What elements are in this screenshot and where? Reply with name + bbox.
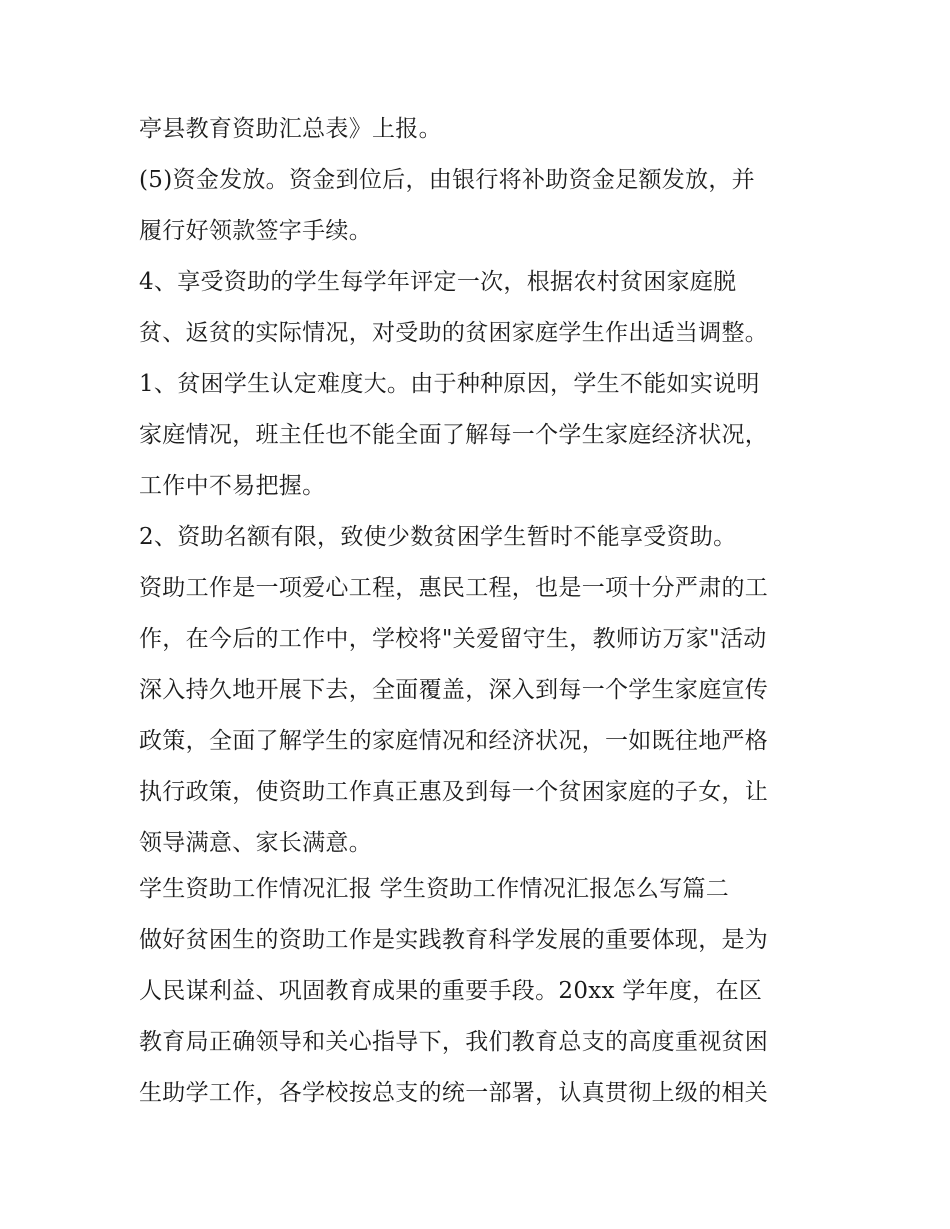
text-line: 教育局正确领导和关心指导下，我们教育总支的高度重视贫困	[139, 1029, 769, 1055]
section-heading: 学生资助工作情况汇报 学生资助工作情况汇报怎么写篇二	[139, 876, 730, 902]
text-line: 履行好领款签字手续。	[139, 218, 372, 244]
text-line: 4、享受资助的学生每学年评定一次，根据农村贫困家庭脱	[139, 269, 737, 295]
text-line: 执行政策，使资助工作真正惠及到每一个贫困家庭的子女，让	[139, 779, 769, 805]
text-line: 亭县教育资助汇总表》上报。	[139, 116, 442, 142]
text-line: 深入持久地开展下去，全面覆盖，深入到每一个学生家庭宣传	[139, 677, 769, 703]
text-line: 政策，全面了解学生的家庭情况和经济状况，一如既往地严格	[139, 728, 769, 754]
text-line: 1、贫困学生认定难度大。由于种种原因，学生不能如实说明	[139, 371, 760, 397]
text-line: 资助工作是一项爱心工程，惠民工程，也是一项十分严肃的工	[139, 575, 769, 601]
text-line: 贫、返贫的实际情况，对受助的贫困家庭学生作出适当调整。	[139, 320, 769, 346]
text-line: 生助学工作，各学校按总支的统一部署，认真贯彻上级的相关	[139, 1080, 769, 1106]
text-line: 工作中不易把握。	[139, 473, 326, 499]
text-line: 家庭情况，班主任也不能全面了解每一个学生家庭经济状况，	[139, 422, 769, 448]
text-line: (5)资金发放。资金到位后，由银行将补助资金足额发放，并	[139, 167, 755, 193]
text-line: 2、资助名额有限，致使少数贫困学生暂时不能享受资助。	[139, 524, 737, 550]
text-line: 做好贫困生的资助工作是实践教育科学发展的重要体现，是为	[139, 927, 769, 953]
text-line: 领导满意、家长满意。	[139, 830, 372, 856]
text-line: 人民谋利益、巩固教育成果的重要手段。20xx 学年度，在区	[139, 978, 763, 1004]
text-line: 作，在今后的工作中，学校将"关爱留守生，教师访万家"活动	[139, 626, 767, 652]
